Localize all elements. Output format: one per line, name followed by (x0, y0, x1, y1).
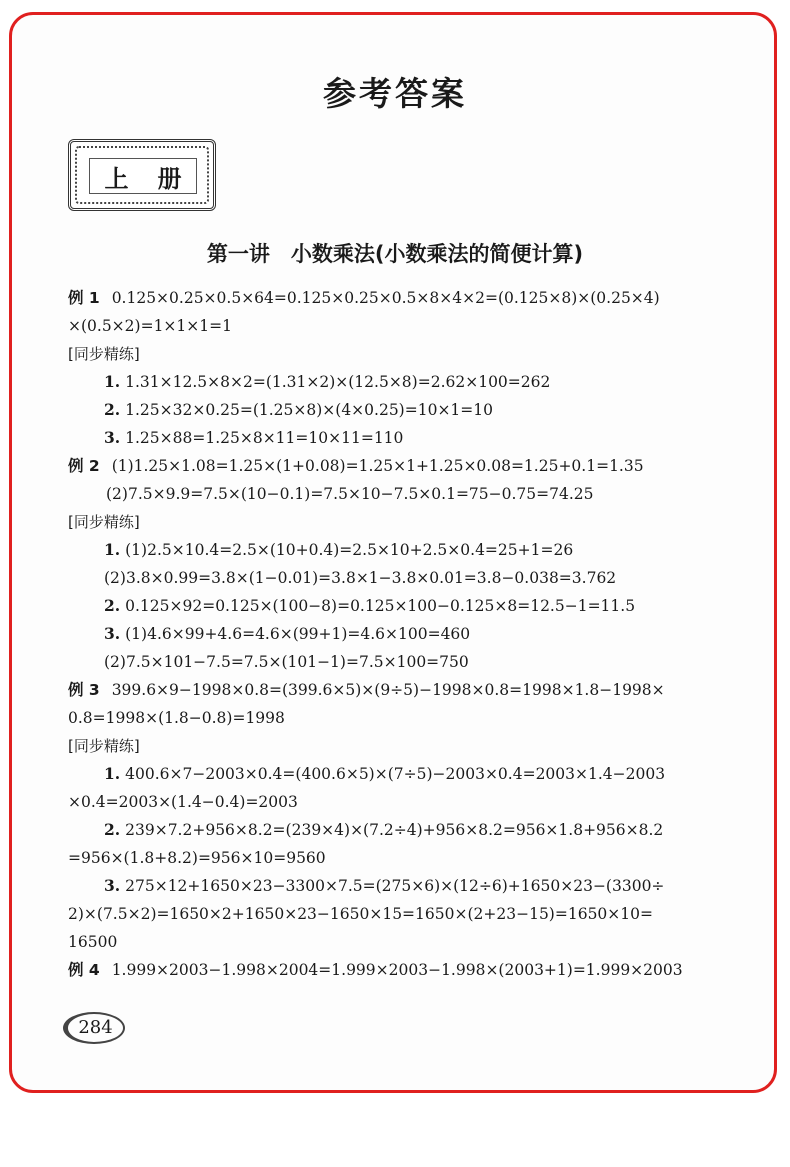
answer-text: (1)1.25×1.08=1.25×(1+0.08)=1.25×1+1.25×0.08=1.25+0.1=1.35 (111, 457, 644, 475)
answer-line (68, 592, 758, 620)
answer-line (68, 676, 758, 704)
answer-text: (1)2.5×10.4=2.5×(10+0.4)=2.5×10+2.5×0.4=25+1=26 (125, 541, 574, 559)
answer-text: 400.6×7−2003×0.4=(400.6×5)×(7÷5)−2003×0.4=2003×1.4−2003 (125, 765, 666, 783)
answer-line (68, 956, 758, 984)
item-number: 2. (104, 596, 121, 615)
answer-line (68, 312, 758, 340)
answer-text: (2)3.8×0.99=3.8×(1−0.01)=3.8×1−3.8×0.01=3.8−0.038=3.762 (104, 569, 617, 587)
volume-char-2: 册 (157, 164, 182, 193)
answer-line (68, 284, 758, 312)
answer-line (68, 816, 758, 844)
answer-text: 2)×(7.5×2)=1650×2+1650×23−1650×15=1650×(2+23−15)=1650×10= (68, 905, 653, 923)
volume-badge (68, 139, 216, 211)
answer-line (68, 620, 758, 648)
answer-line (68, 872, 758, 900)
item-number: 3. (104, 624, 121, 643)
answer-text: (2)7.5×101−7.5=7.5×(101−1)=7.5×100=750 (104, 653, 469, 671)
example-label: 例 2 (68, 457, 100, 475)
item-number: 2. (104, 820, 121, 839)
answer-text: 1.25×88=1.25×8×11=10×11=110 (125, 429, 404, 447)
answer-line (68, 788, 758, 816)
example-label: 例 3 (68, 681, 100, 699)
answer-text: 1.31×12.5×8×2=(1.31×2)×(12.5×8)=2.62×100=262 (125, 373, 551, 391)
answer-text: =956×(1.8+8.2)=956×10=9560 (68, 849, 326, 867)
example-label: 例 4 (68, 961, 100, 979)
practice-section-label: [同步精练] (68, 345, 140, 363)
item-number: 1. (104, 540, 121, 559)
example-label: 例 1 (68, 289, 100, 307)
answer-content (68, 284, 758, 984)
practice-section-label: [同步精练] (68, 737, 140, 755)
answer-text: 1.999×2003−1.998×2004=1.999×2003−1.998×(2003+1)=1.999×2003 (111, 961, 683, 979)
answer-line (68, 704, 758, 732)
item-number: 1. (104, 372, 121, 391)
answer-line (68, 564, 758, 592)
answer-line (68, 368, 758, 396)
item-number: 2. (104, 400, 121, 419)
answer-line (68, 424, 758, 452)
answer-line (68, 844, 758, 872)
answer-line (68, 396, 758, 424)
volume-char-1: 上 (104, 164, 129, 193)
answer-text: 1.25×32×0.25=(1.25×8)×(4×0.25)=10×1=10 (125, 401, 494, 419)
item-number: 3. (104, 876, 121, 895)
answer-text: (2)7.5×9.9=7.5×(10−0.1)=7.5×10−7.5×0.1=75−0.75=74.25 (106, 485, 594, 503)
answer-text: 0.125×0.25×0.5×64=0.125×0.25×0.5×8×4×2=(0.125×8)×(0.25×4) (111, 289, 660, 307)
answer-text: 0.8=1998×(1.8−0.8)=1998 (68, 709, 285, 727)
answer-line (68, 452, 758, 480)
lecture-title: 第一讲 小数乘法(小数乘法的简便计算) (206, 242, 584, 266)
answer-text: 275×12+1650×23−3300×7.5=(275×6)×(12÷6)+1650×23−(3300÷ (125, 877, 665, 895)
answer-line (68, 480, 758, 508)
answer-line (68, 900, 758, 928)
answer-line (68, 760, 758, 788)
answer-text: ×(0.5×2)=1×1×1=1 (68, 317, 232, 335)
answer-text: (1)4.6×99+4.6=4.6×(99+1)=4.6×100=460 (125, 625, 471, 643)
answer-line (68, 928, 758, 956)
answer-text: 399.6×9−1998×0.8=(399.6×5)×(9÷5)−1998×0.8=1998×1.8−1998× (111, 681, 665, 699)
volume-badge-label (89, 158, 197, 194)
answer-text: 0.125×92=0.125×(100−8)=0.125×100−0.125×8=12.5−1=11.5 (125, 597, 636, 615)
page-title: 参考答案 (323, 74, 467, 113)
answer-text: 239×7.2+956×8.2=(239×4)×(7.2÷4)+956×8.2=956×1.8+956×8.2 (125, 821, 664, 839)
answer-line (68, 536, 758, 564)
answer-line (68, 648, 758, 676)
answer-text: ×0.4=2003×(1.4−0.4)=2003 (68, 793, 298, 811)
practice-section-label: [同步精练] (68, 513, 140, 531)
answer-text: 16500 (68, 933, 118, 951)
item-number: 1. (104, 764, 121, 783)
item-number: 3. (104, 428, 121, 447)
page-number: 284 (63, 1012, 125, 1044)
